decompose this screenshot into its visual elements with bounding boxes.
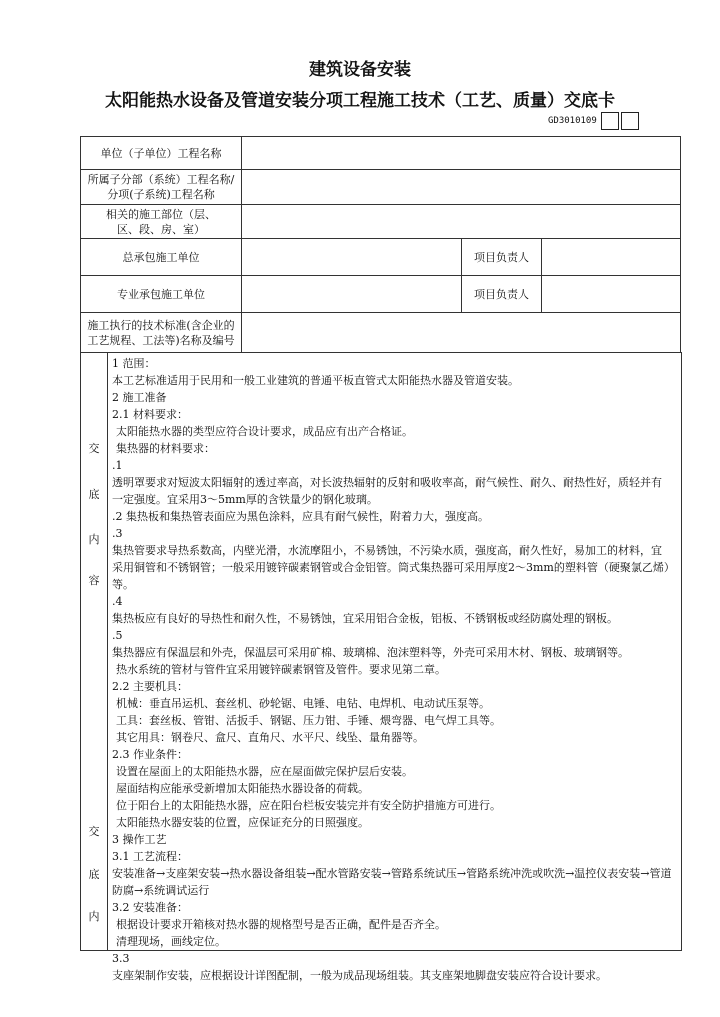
content-line: 集热板应有良好的导热性和耐久性，不易锈蚀，宜采用铝合金板，铝板、不锈钢板或经防腐处理的钢板。 [112, 612, 618, 625]
project-manager-label-2: 项目负责人 [462, 276, 542, 313]
content-line: .5 [112, 629, 123, 642]
info-form-table [80, 136, 681, 353]
content-line: .1 [112, 459, 123, 472]
specialty-contractor-field[interactable] [242, 276, 462, 313]
unit-name-field[interactable] [242, 137, 681, 170]
side-label-column [81, 352, 108, 950]
side-label-char: 交 [88, 825, 100, 838]
general-contractor-field[interactable] [242, 239, 462, 276]
subdivision-name-field[interactable] [242, 170, 681, 205]
content-line: .4 [112, 595, 123, 608]
side-label-char: 底 [88, 868, 100, 881]
content-paragraph: 支座架制作安装，应根据设计详图配制，一般为成品现场组装。其支座架地脚盘安装应符合设计要求。 [112, 969, 607, 982]
unit-name-label: 单位（子单位）工程名称 [81, 137, 242, 170]
content-line: 集热器的材料要求： [116, 442, 215, 455]
content-line: 根据设计要求开箱核对热水器的规格型号是否正确，配件是否齐全。 [116, 918, 446, 931]
technical-standard-field[interactable] [242, 313, 681, 353]
content-line: 2.1 材料要求： [112, 408, 188, 421]
code-checkbox-2[interactable] [621, 112, 639, 130]
side-label-char: 内 [88, 910, 100, 923]
side-label-char: 容 [88, 574, 100, 587]
document-subtitle: 太阳能热水设备及管道安装分项工程施工技术（工艺、质量）交底卡 [105, 91, 615, 111]
content-line: 位于阳台上的太阳能热水器，应在阳台栏板安装完并有安全防护措施方可进行。 [116, 799, 501, 812]
content-paragraph: 安装准备→支座架安装→热水器设备组装→配水管路安装→管路系统试压→管路系统冲洗或吹洗→温控仪表安装→管道防腐→系统调试运行 [112, 867, 672, 897]
content-line: 太阳能热水器安装的位置，应保证充分的日照强度。 [116, 816, 369, 829]
document-code-text: GD3010109 [548, 116, 597, 126]
side-label-char: 底 [88, 488, 100, 501]
content-line: 热水系统的管材与管件宜采用镀锌碳素钢管及管件。要求见第二章。 [116, 663, 446, 676]
content-line: 屋面结构应能承受新增加太阳能热水器设备的荷载。 [116, 782, 369, 795]
content-line: 3.1 工艺流程： [112, 850, 188, 863]
side-label-char: 内 [88, 533, 100, 546]
content-paragraph: 集热管要求导热系数高，内壁光滑，水流摩阻小，不易锈蚀，不污染水质，强度高，耐久性好，易加工的材料，宜采用铜管和不锈钢管；一般采用镀锌碳素钢管或合金铝管。筒式集热器可采用厚度2～3mm的塑料管（硬聚氯乙烯）等。 [112, 544, 670, 591]
technical-standard-label: 施工执行的技术标准(含企业的工艺规程、工法等)名称及编号 [81, 313, 242, 353]
content-paragraph: 透明罩要求对短波太阳辐射的透过率高，对长波热辐射的反射和吸收率高，耐气候性、耐久、耐热性好，质轻并有一定强度。宜采用3～5mm厚的含铁量少的钢化玻璃。 [112, 476, 662, 506]
content-line: 3.3 [112, 952, 130, 965]
content-line: .3 [112, 527, 123, 540]
content-line: 2 施工准备 [112, 391, 167, 404]
content-line: 其它用具：钢卷尺、盒尺、直角尺、水平尺、线坠、量角器等。 [116, 731, 424, 744]
content-line: 设置在屋面上的太阳能热水器，应在屋面做完保护层后安装。 [116, 765, 413, 778]
document-code [548, 112, 639, 130]
side-label-char: 交 [88, 442, 100, 455]
content-line: 太阳能热水器的类型应符合设计要求，成品应有出产合格证。 [116, 425, 413, 438]
content-paragraph: 集热器应有保温层和外壳，保温层可采用矿棉、玻璃棉、泡沫塑料等，外壳可采用木材、钢板、玻璃钢等。 [112, 646, 629, 659]
content-line: 清理现场，画线定位。 [116, 935, 226, 948]
code-checkbox-1[interactable] [601, 112, 619, 130]
content-line: 3.2 安装准备： [112, 901, 188, 914]
general-contractor-label: 总承包施工单位 [81, 239, 242, 276]
content-line: 机械：垂直吊运机、套丝机、砂轮锯、电锤、电钻、电焊机、电动试压泵等。 [116, 697, 490, 710]
project-manager-field[interactable] [542, 239, 681, 276]
project-manager-field-2[interactable] [542, 276, 681, 313]
specialty-contractor-label: 专业承包施工单位 [81, 276, 242, 313]
construction-location-field[interactable] [242, 205, 681, 239]
content-line: 2.2 主要机具： [112, 680, 188, 693]
project-manager-label: 项目负责人 [462, 239, 542, 276]
content-line: 2.3 作业条件： [112, 748, 188, 761]
content-line: 1 范围： [112, 357, 156, 370]
construction-location-label: 相关的施工部位（层、区、段、房、室） [81, 205, 242, 239]
content-line: 3 操作工艺 [112, 833, 167, 846]
document-title: 建筑设备安装 [309, 60, 411, 80]
content-line: .2 集热板和集热管表面应为黑色涂料，应具有耐气候性，附着力大，强度高。 [112, 510, 489, 523]
disclosure-content-section [80, 352, 682, 982]
subdivision-name-label: 所属子分部（系统）工程名称/分项(子系统)工程名称 [81, 170, 242, 205]
content-line: 本工艺标准适用于民用和一般工业建筑的普通平板直管式太阳能热水器及管道安装。 [112, 374, 519, 387]
content-line: 工具：套丝板、管钳、活扳手、钢锯、压力钳、手锤、煨弯器、电气焊工具等。 [116, 714, 501, 727]
disclosure-body-text [112, 355, 672, 984]
